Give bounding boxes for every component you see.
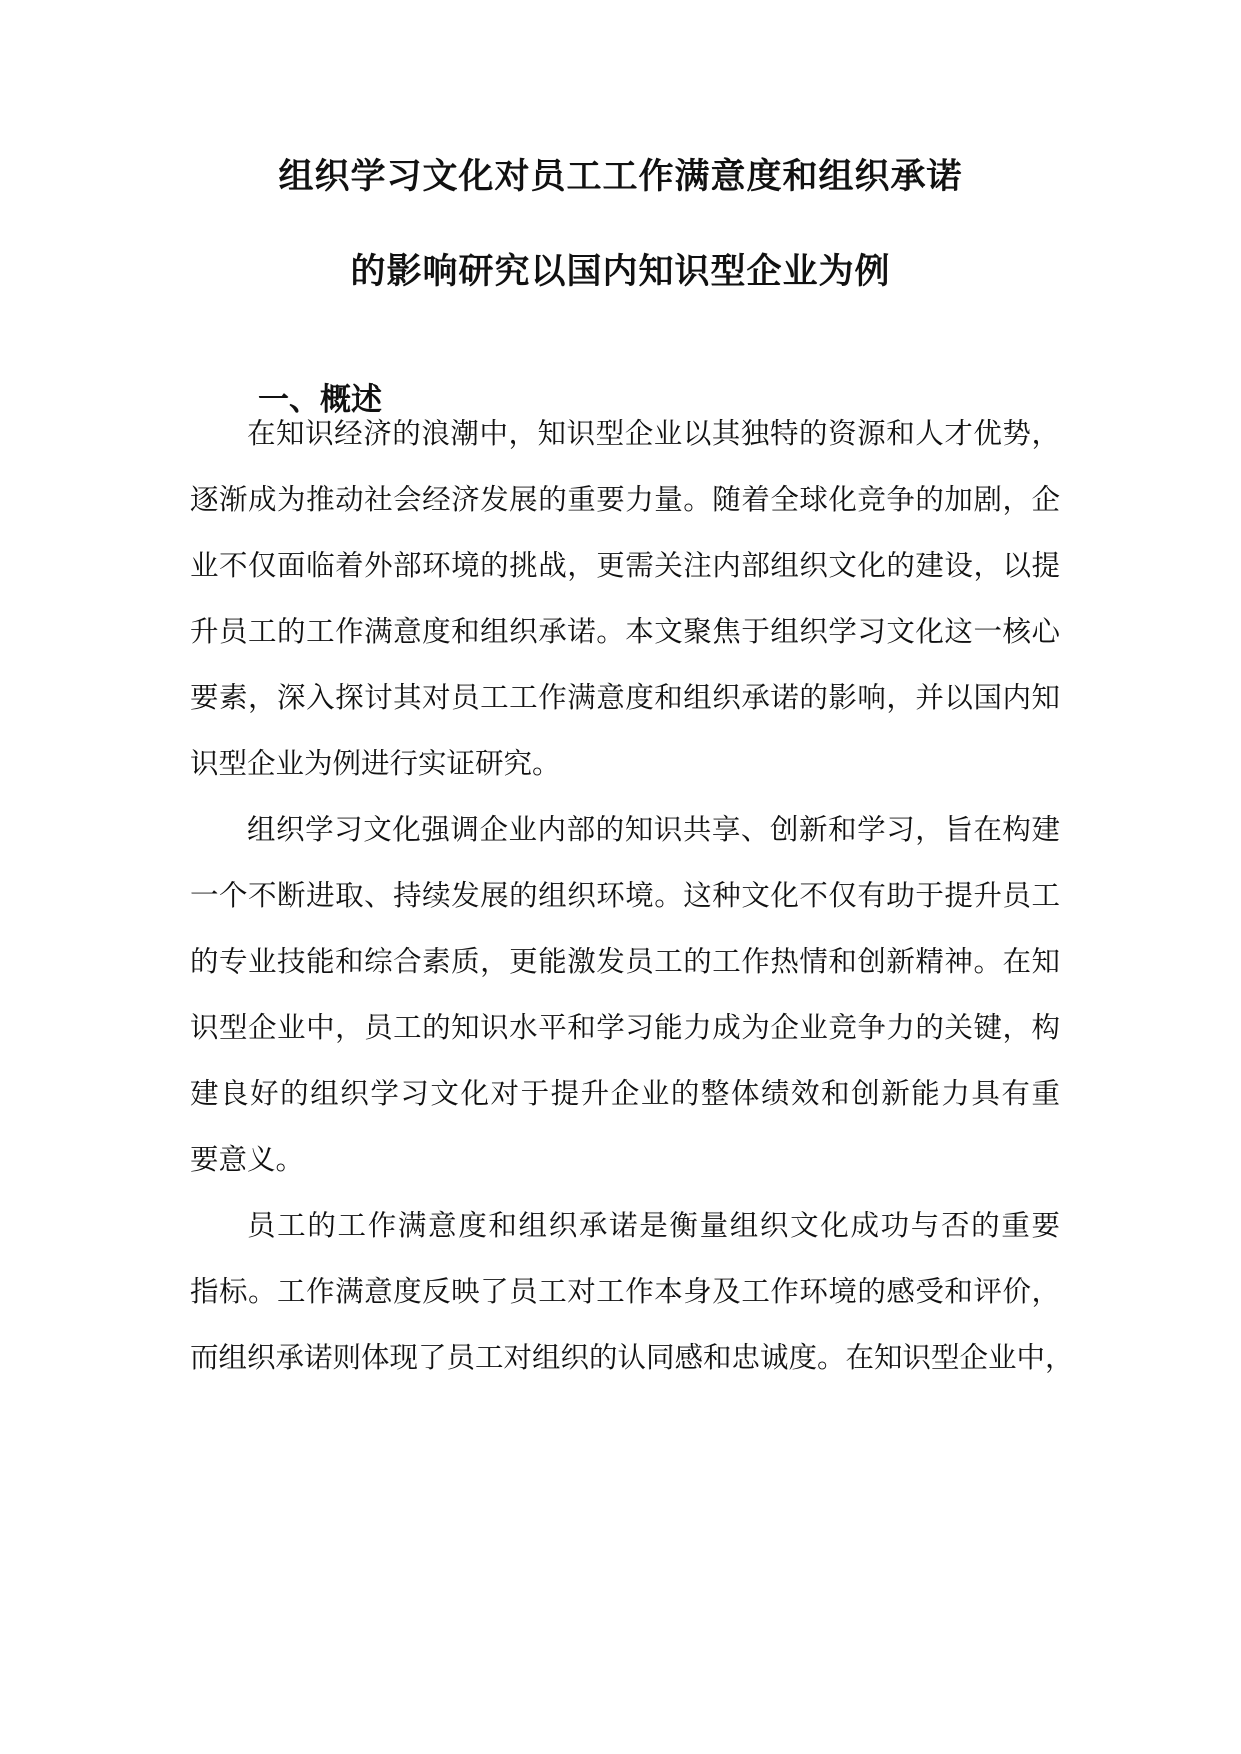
paragraph-2-line-2: 一个不断进取、持续发展的组织环境。这种文化不仅有助于提升员工 bbox=[190, 879, 1060, 912]
section-heading: 一、概述 bbox=[258, 382, 382, 418]
paragraph-3-line-2: 指标。工作满意度反映了员工对工作本身及工作环境的感受和评价， bbox=[190, 1275, 1060, 1308]
paragraph-1-line-3: 业不仅面临着外部环境的挑战，更需关注内部组织文化的建设，以提 bbox=[190, 549, 1060, 582]
document-title-line-2: 的影响研究以国内知识型企业为例 bbox=[350, 251, 891, 292]
paragraph-3-line-3: 而组织承诺则体现了员工对组织的认同感和忠诚度。在知识型企业中， bbox=[190, 1341, 1074, 1374]
paragraph-1-line-1: 在知识经济的浪潮中，知识型企业以其独特的资源和人才优势， bbox=[247, 417, 1060, 450]
paragraph-2-line-1: 组织学习文化强调企业内部的知识共享、创新和学习，旨在构建 bbox=[247, 813, 1060, 846]
paragraph-3-line-1: 员工的工作满意度和组织承诺是衡量组织文化成功与否的重要 bbox=[247, 1209, 1060, 1242]
paragraph-1-line-2: 逐渐成为推动社会经济发展的重要力量。随着全球化竞争的加剧，企 bbox=[190, 483, 1060, 516]
paragraph-2-line-3: 的专业技能和综合素质，更能激发员工的工作热情和创新精神。在知 bbox=[190, 945, 1060, 978]
paragraph-2-line-4: 识型企业中，员工的知识水平和学习能力成为企业竞争力的关键，构 bbox=[190, 1011, 1060, 1044]
paragraph-1-line-5: 要素，深入探讨其对员工工作满意度和组织承诺的影响，并以国内知 bbox=[190, 681, 1060, 714]
paragraph-2-line-6: 要意义。 bbox=[190, 1143, 305, 1176]
paragraph-2-line-5: 建良好的组织学习文化对于提升企业的整体绩效和创新能力具有重 bbox=[190, 1077, 1060, 1110]
paragraph-1-line-4: 升员工的工作满意度和组织承诺。本文聚焦于组织学习文化这一核心 bbox=[190, 615, 1060, 648]
document-title-line-1: 组织学习文化对员工工作满意度和组织承诺 bbox=[278, 156, 963, 197]
paragraph-1-line-6: 识型企业为例进行实证研究。 bbox=[190, 747, 561, 780]
